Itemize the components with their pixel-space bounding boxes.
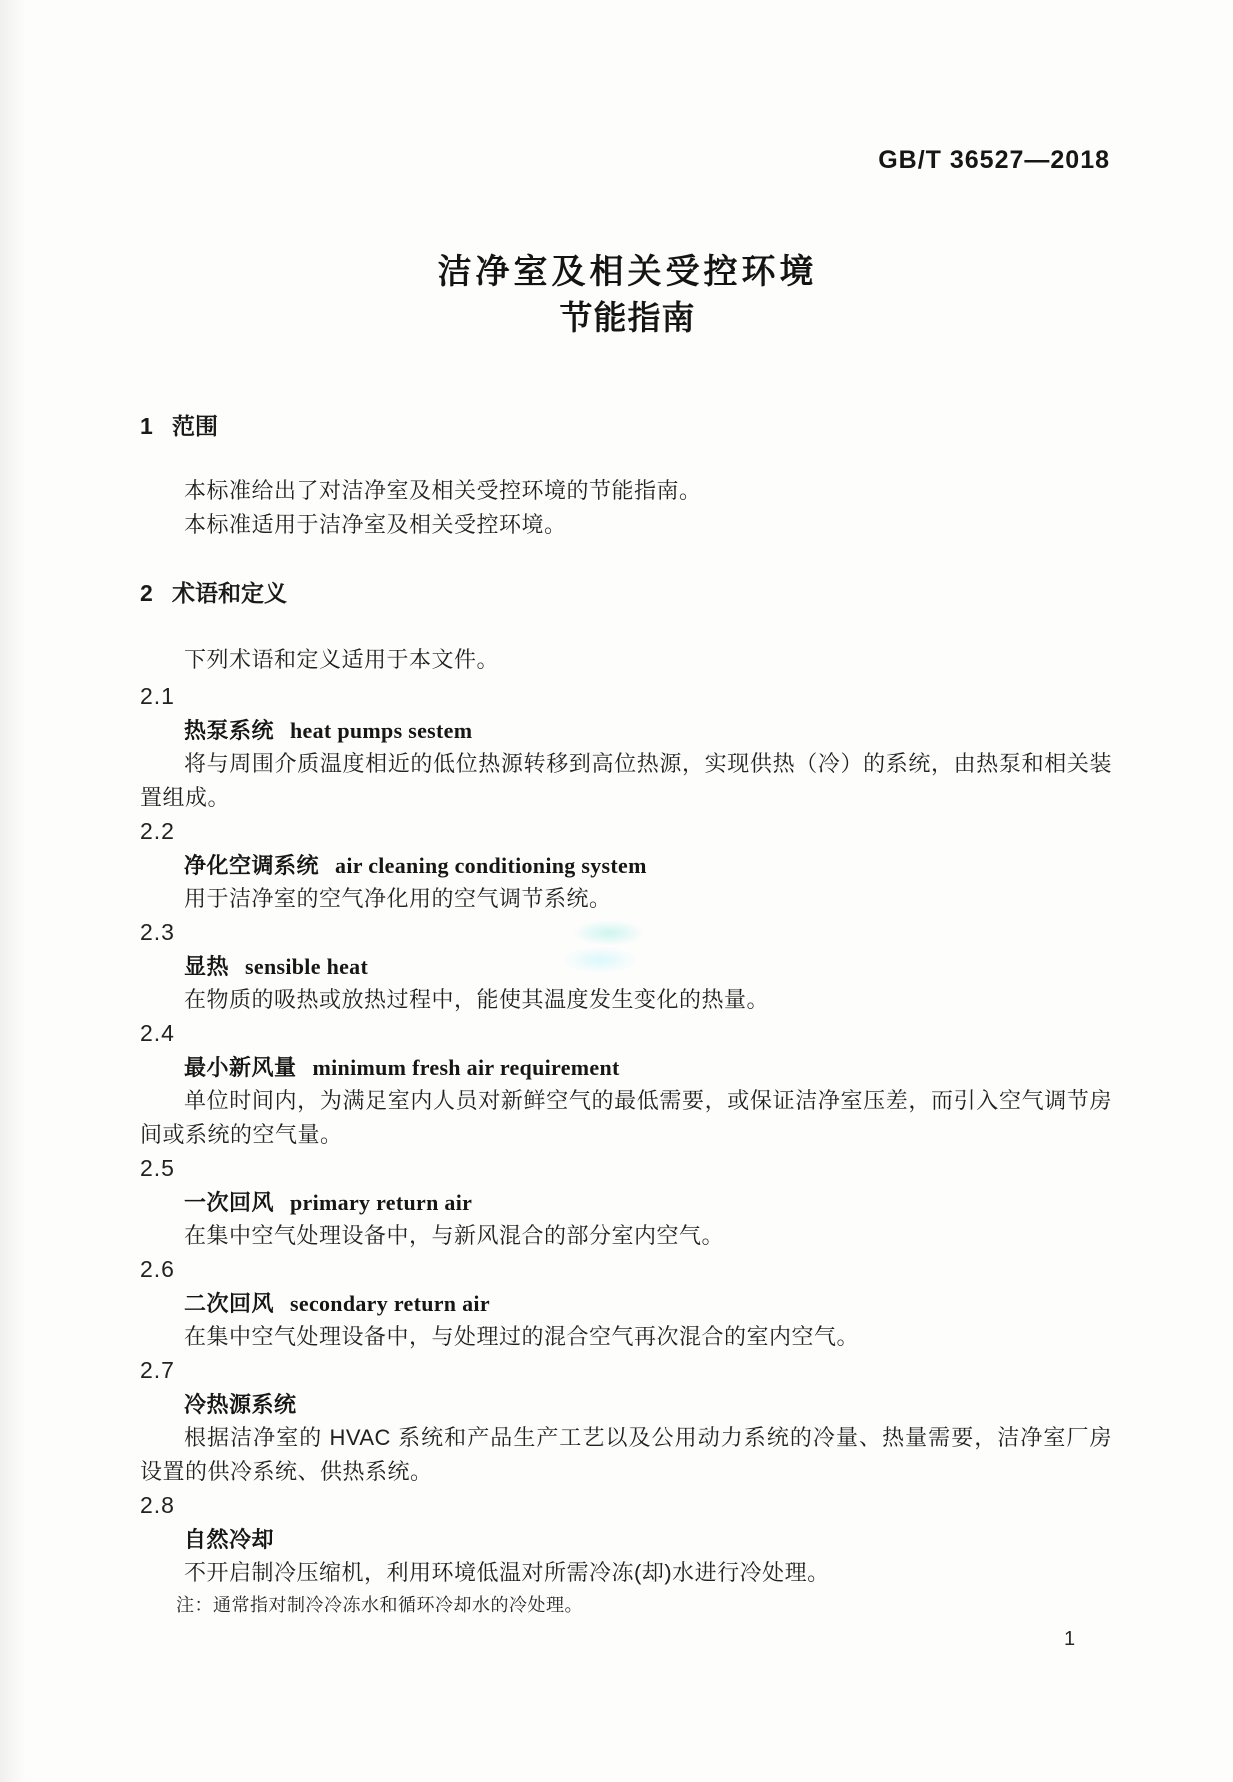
term-definition: 在物质的吸热或放热过程中，能使其温度发生变化的热量。	[184, 987, 770, 1013]
term-definition: 单位时间内，为满足室内人员对新鲜空气的最低需要，或保证洁净室压差，而引入空气调节房间或系统的空气量。	[140, 1088, 1112, 1148]
term-number: 2.1	[140, 683, 175, 709]
term-title	[140, 1523, 1112, 1557]
term-en: secondary return air	[290, 1290, 490, 1316]
term-title	[140, 1388, 1112, 1422]
paragraph: 本标准适用于洁净室及相关受控环境。	[184, 512, 567, 537]
term-en: air cleaning conditioning system	[335, 852, 647, 878]
page-number: 1	[1064, 1628, 1076, 1650]
standard-code: GB/T 36527—2018	[878, 146, 1110, 174]
paragraph: 下列术语和定义适用于本文件。	[184, 647, 500, 672]
term-zh: 热泵系统	[184, 717, 275, 743]
term-en: minimum fresh air requirement	[312, 1054, 620, 1080]
term-definition: 根据洁净室的 HVAC 系统和产品生产工艺以及公用动力系统的冷量、热量需要，洁净室厂房设置的供冷系统、供热系统。	[140, 1425, 1112, 1485]
term-zh: 冷热源系统	[184, 1391, 297, 1417]
terms-list	[140, 680, 1112, 1620]
term-note: 注：通常指对制冷冷冻水和循环冷却水的冷处理。	[176, 1594, 583, 1615]
term-definition: 不开启制冷压缩机，利用环境低温对所需冷冻(却)水进行冷处理。	[184, 1560, 830, 1586]
term-number: 2.6	[140, 1255, 175, 1282]
term-number: 2.5	[140, 1154, 175, 1181]
section-heading-terms	[140, 579, 1115, 607]
term-number: 2.7	[140, 1357, 175, 1384]
document-title	[140, 248, 1115, 340]
terms-intro	[140, 643, 1115, 677]
title-line-2: 节能指南	[559, 299, 696, 336]
term-zh: 一次回风	[184, 1189, 275, 1215]
term-zh: 净化空调系统	[184, 852, 320, 878]
term-title	[140, 1186, 1112, 1220]
term-number: 2.4	[140, 1020, 175, 1047]
term-number: 2.2	[140, 817, 175, 844]
term-en: primary return air	[290, 1189, 473, 1215]
scan-edge-shading	[0, 0, 26, 1782]
term-number: 2.3	[140, 918, 175, 945]
term-zh: 显热	[184, 953, 230, 979]
term-definition: 在集中空气处理设备中，与新风混合的部分室内空气。	[184, 1223, 725, 1249]
term-definition: 用于洁净室的空气净化用的空气调节系统。	[184, 886, 612, 912]
term-title	[140, 849, 1112, 883]
section-heading-scope	[140, 412, 1115, 440]
term-title	[140, 1051, 1112, 1085]
term-title	[140, 714, 1112, 748]
term-zh: 二次回风	[184, 1290, 275, 1316]
scope-paragraphs	[140, 474, 1115, 542]
section-number: 2	[140, 580, 153, 606]
term-definition: 在集中空气处理设备中，与处理过的混合空气再次混合的室内空气。	[184, 1324, 860, 1350]
term-en: sensible heat	[245, 953, 369, 979]
section-heading-text: 范围	[172, 413, 218, 439]
term-definition: 将与周围介质温度相近的低位热源转移到高位热源，实现供热（冷）的系统，由热泵和相关装置组成。	[140, 751, 1112, 811]
term-number: 2.8	[140, 1491, 175, 1518]
term-en: heat pumps sestem	[290, 717, 473, 743]
section-number: 1	[140, 413, 153, 439]
paragraph: 本标准给出了对洁净室及相关受控环境的节能指南。	[184, 478, 702, 503]
term-title	[140, 1287, 1112, 1321]
section-heading-text: 术语和定义	[172, 580, 287, 606]
term-title	[140, 950, 1112, 984]
title-line-1: 洁净室及相关受控环境	[437, 253, 818, 291]
term-zh: 自然冷却	[184, 1526, 275, 1552]
term-zh: 最小新风量	[184, 1054, 297, 1080]
